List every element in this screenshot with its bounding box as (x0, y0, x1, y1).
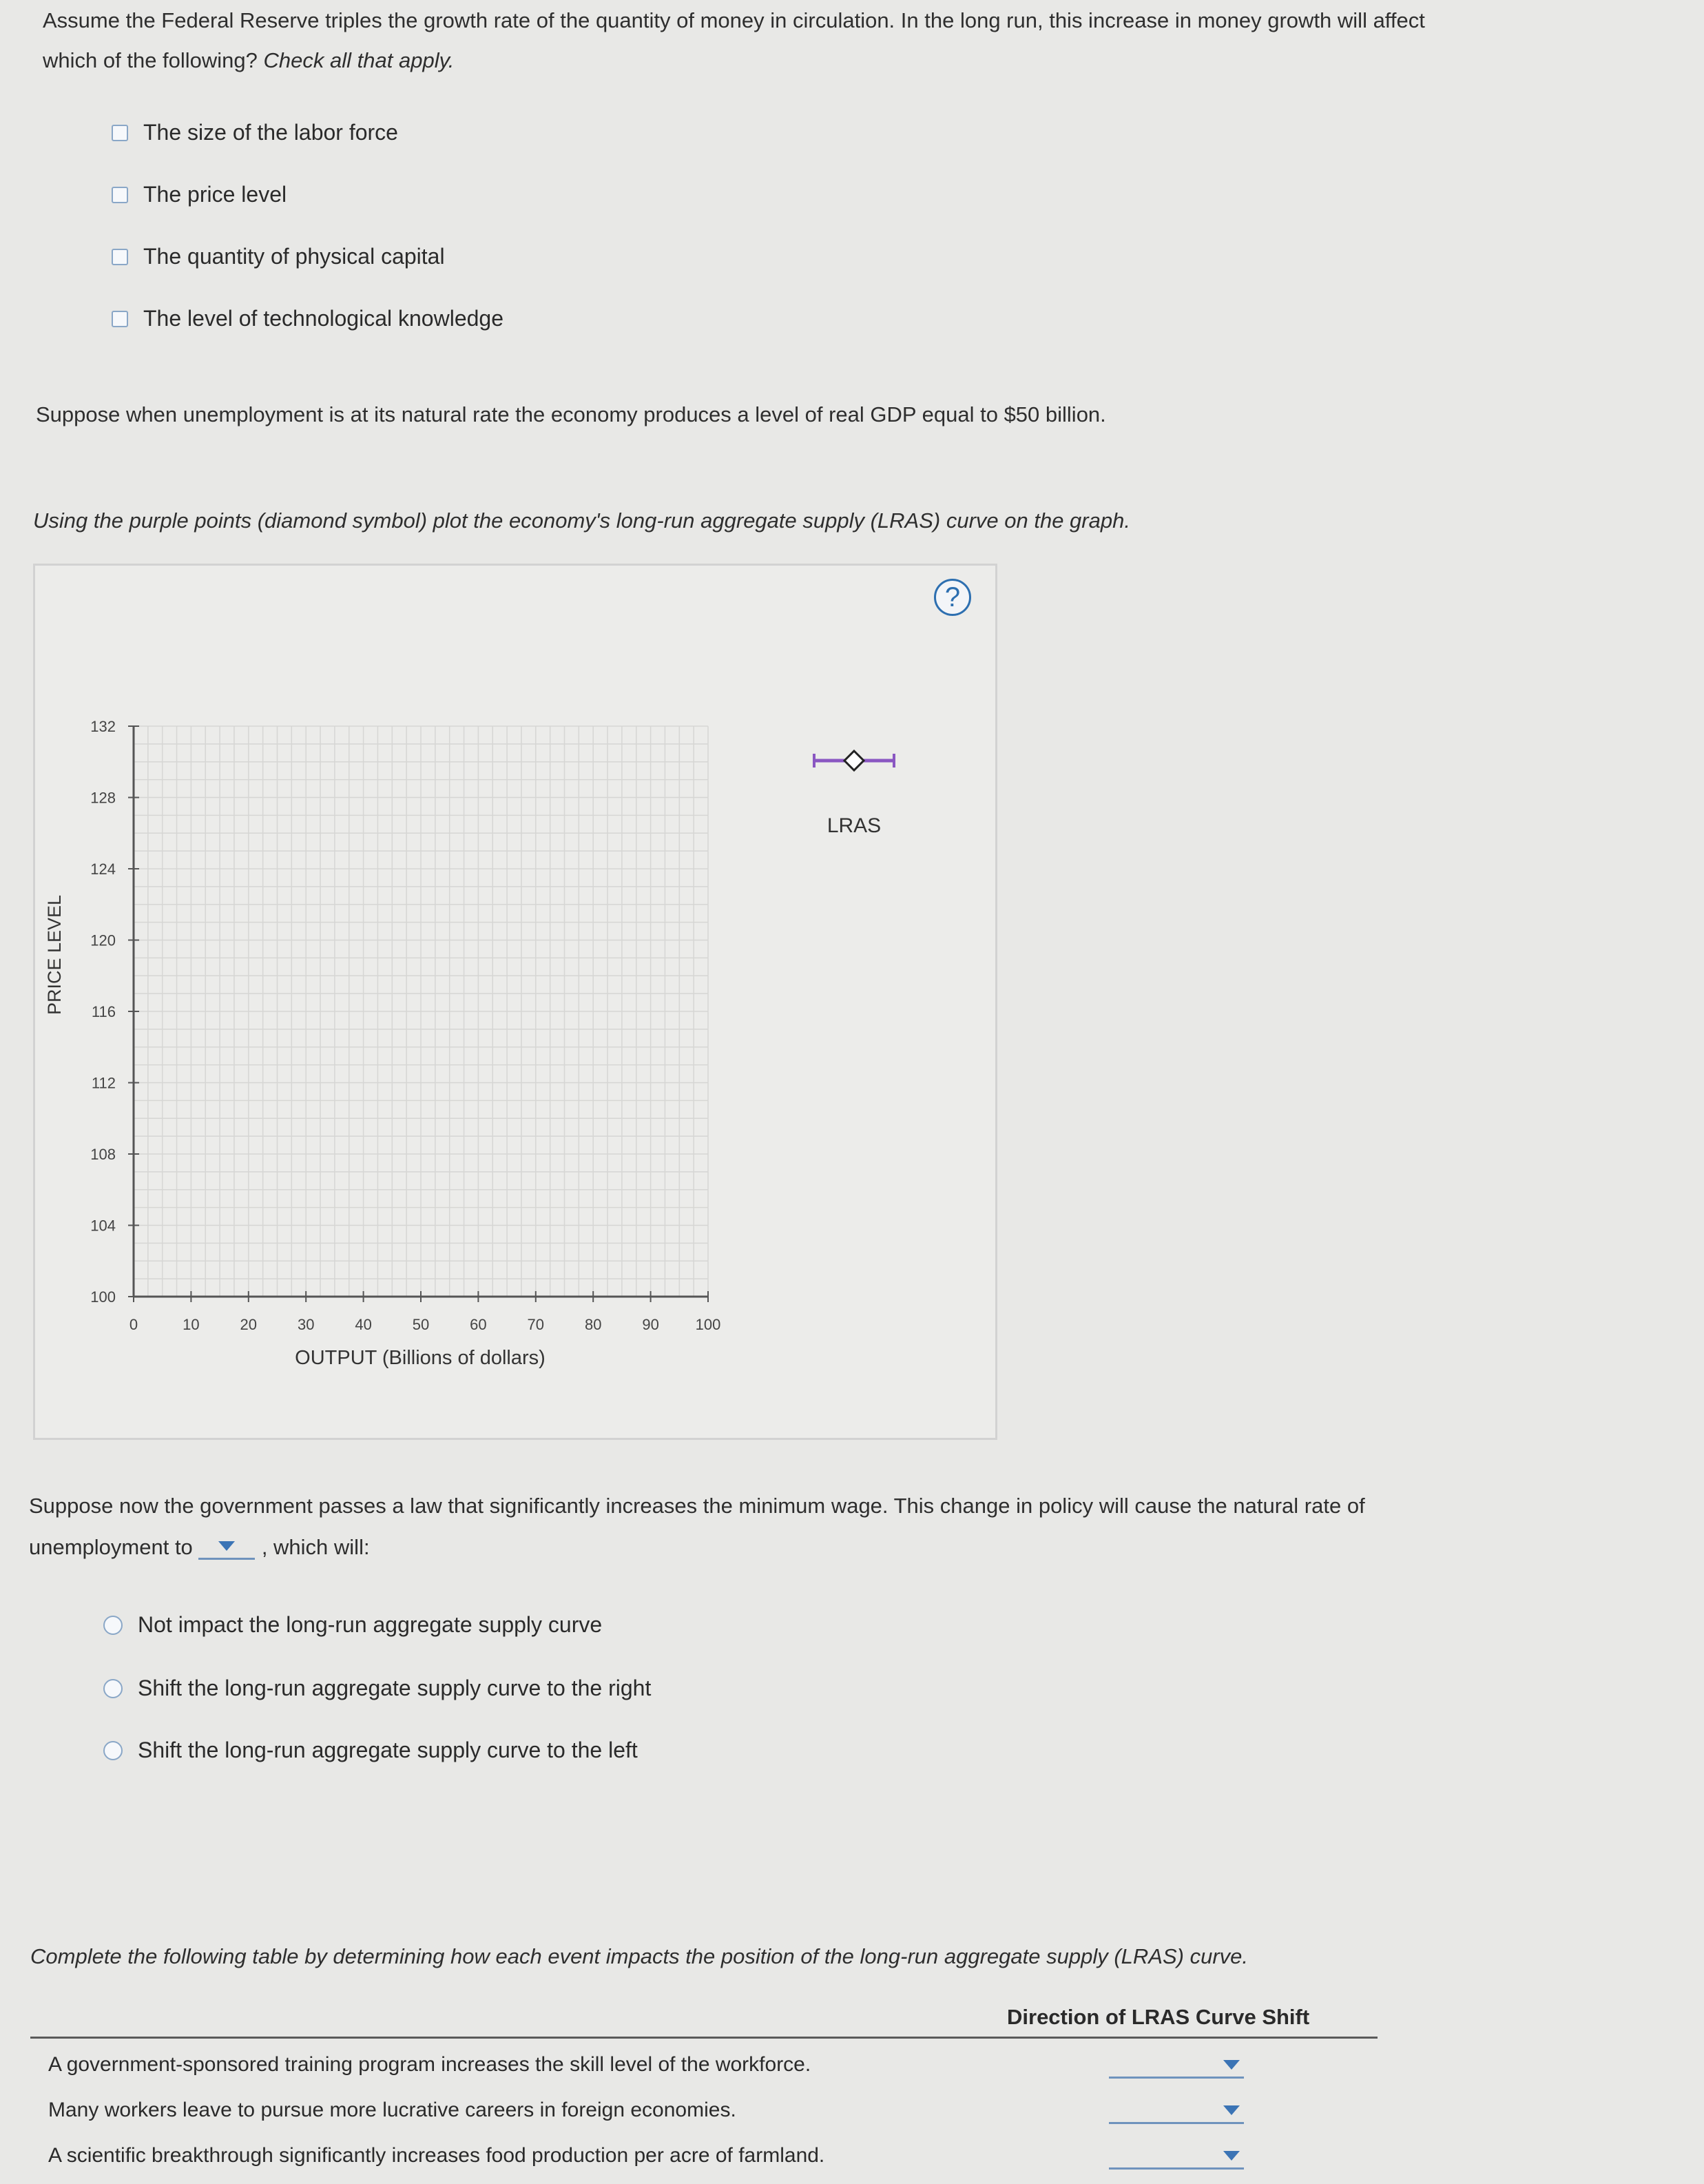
q1-line1: Assume the Federal Reserve triples the growth rate of the quantity of money in circulation. In the long run, this increase in money growth will affect (43, 8, 1425, 32)
unemployment-dropdown[interactable] (198, 1536, 255, 1560)
y-tick-label: 100 (90, 1288, 116, 1306)
option-label: The size of the labor force (143, 120, 398, 145)
chevron-down-icon (1223, 2105, 1240, 2115)
y-tick-label: 128 (90, 789, 116, 807)
q4-line2-post: , which will: (261, 1535, 370, 1559)
y-tick-label: 104 (90, 1217, 116, 1235)
q4-line2-pre: unemployment to (29, 1535, 193, 1559)
option-label: The quantity of physical capital (143, 244, 445, 269)
y-tick-label: 124 (90, 861, 116, 878)
table-row (48, 2099, 1701, 2126)
chevron-down-icon (218, 1541, 235, 1551)
radio-button[interactable] (103, 1616, 123, 1635)
q1-option-labor-force[interactable] (112, 120, 398, 145)
table-column-header: Direction of LRAS Curve Shift (1007, 2005, 1310, 2029)
table-row (48, 2144, 1701, 2172)
q4-option-no-impact[interactable] (103, 1612, 602, 1638)
y-tick-label: 112 (91, 1074, 116, 1092)
y-tick-label: 108 (90, 1146, 116, 1163)
q4-option-shift-right[interactable] (103, 1676, 651, 1701)
y-tick-label: 132 (90, 718, 116, 735)
y-tick-label: 120 (90, 931, 116, 949)
legend[interactable] (814, 751, 894, 770)
checkbox[interactable] (112, 311, 128, 327)
lras-graph[interactable] (33, 564, 997, 1440)
radio-button[interactable] (103, 1741, 123, 1760)
y-axis-label: PRICE LEVEL (44, 894, 65, 1016)
help-icon[interactable]: ? (934, 579, 971, 616)
x-tick-label: 80 (584, 1316, 602, 1333)
x-tick-label: 60 (470, 1316, 487, 1333)
y-tick-label: 116 (91, 1003, 116, 1020)
lras-shift-dropdown-1[interactable] (1109, 2054, 1244, 2079)
q4-line1: Suppose now the government passes a law that significantly increases the minimum wage. This change in policy will cause the natural rate of (29, 1494, 1365, 1518)
q3-instruction: Using the purple points (diamond symbol) plot the economy's long-run aggregate supply (LRAS) curve on the graph. (33, 508, 1130, 533)
q1-line2 (43, 40, 454, 81)
x-tick-label: 90 (642, 1316, 659, 1333)
event-text: Many workers leave to pursue more lucrative careers in foreign economies. (48, 2099, 736, 2121)
checkbox[interactable] (112, 125, 128, 141)
x-tick-label: 20 (240, 1316, 258, 1333)
chevron-down-icon (1223, 2151, 1240, 2161)
q4-option-shift-left[interactable] (103, 1738, 638, 1763)
checkbox[interactable] (112, 187, 128, 203)
q2-text: Suppose when unemployment is at its natural rate the economy produces a level of real GDP equal to $50 billion. (36, 402, 1106, 426)
option-label: Shift the long-run aggregate supply curve to the right (138, 1676, 652, 1700)
x-tick-label: 30 (297, 1316, 315, 1333)
option-label: Not impact the long-run aggregate supply curve (138, 1612, 603, 1637)
q1-option-physical-capital[interactable] (112, 244, 445, 269)
option-label: The price level (143, 182, 287, 207)
event-text: A scientific breakthrough significantly increases food production per acre of farmland. (48, 2144, 825, 2167)
option-label: Shift the long-run aggregate supply curve to the left (138, 1738, 638, 1762)
legend-label-lras: LRAS (827, 814, 882, 837)
table-header-rule (30, 2037, 1378, 2039)
q1-line2-text: which of the following? (43, 48, 258, 72)
q1-option-price-level[interactable] (112, 182, 287, 207)
radio-button[interactable] (103, 1679, 123, 1698)
q4-line2 (29, 1527, 370, 1568)
table-row (48, 2053, 1701, 2081)
x-tick-label: 0 (129, 1316, 138, 1333)
chevron-down-icon (1223, 2060, 1240, 2070)
tick-labels (90, 718, 720, 1333)
q1-option-technology[interactable] (112, 306, 503, 331)
event-text: A government-sponsored training program increases the skill level of the workforce. (48, 2053, 811, 2076)
q1-check-all-note: Check all that apply. (263, 48, 455, 72)
x-tick-label: 50 (412, 1316, 430, 1333)
option-label: The level of technological knowledge (143, 306, 503, 331)
grid (134, 726, 708, 1297)
x-tick-label: 100 (695, 1316, 721, 1333)
diamond-icon (844, 751, 864, 770)
x-tick-label: 40 (355, 1316, 372, 1333)
x-tick-label: 70 (527, 1316, 545, 1333)
lras-shift-dropdown-2[interactable] (1109, 2100, 1244, 2124)
x-tick-label: 10 (183, 1316, 200, 1333)
q5-instruction: Complete the following table by determining how each event impacts the position of the long-run aggregate supply (LRAS) curve. (30, 1944, 1248, 1968)
checkbox[interactable] (112, 249, 128, 265)
lras-shift-dropdown-3[interactable] (1109, 2145, 1244, 2170)
x-axis-label: OUTPUT (Billions of dollars) (295, 1347, 546, 1369)
axes (128, 726, 708, 1302)
